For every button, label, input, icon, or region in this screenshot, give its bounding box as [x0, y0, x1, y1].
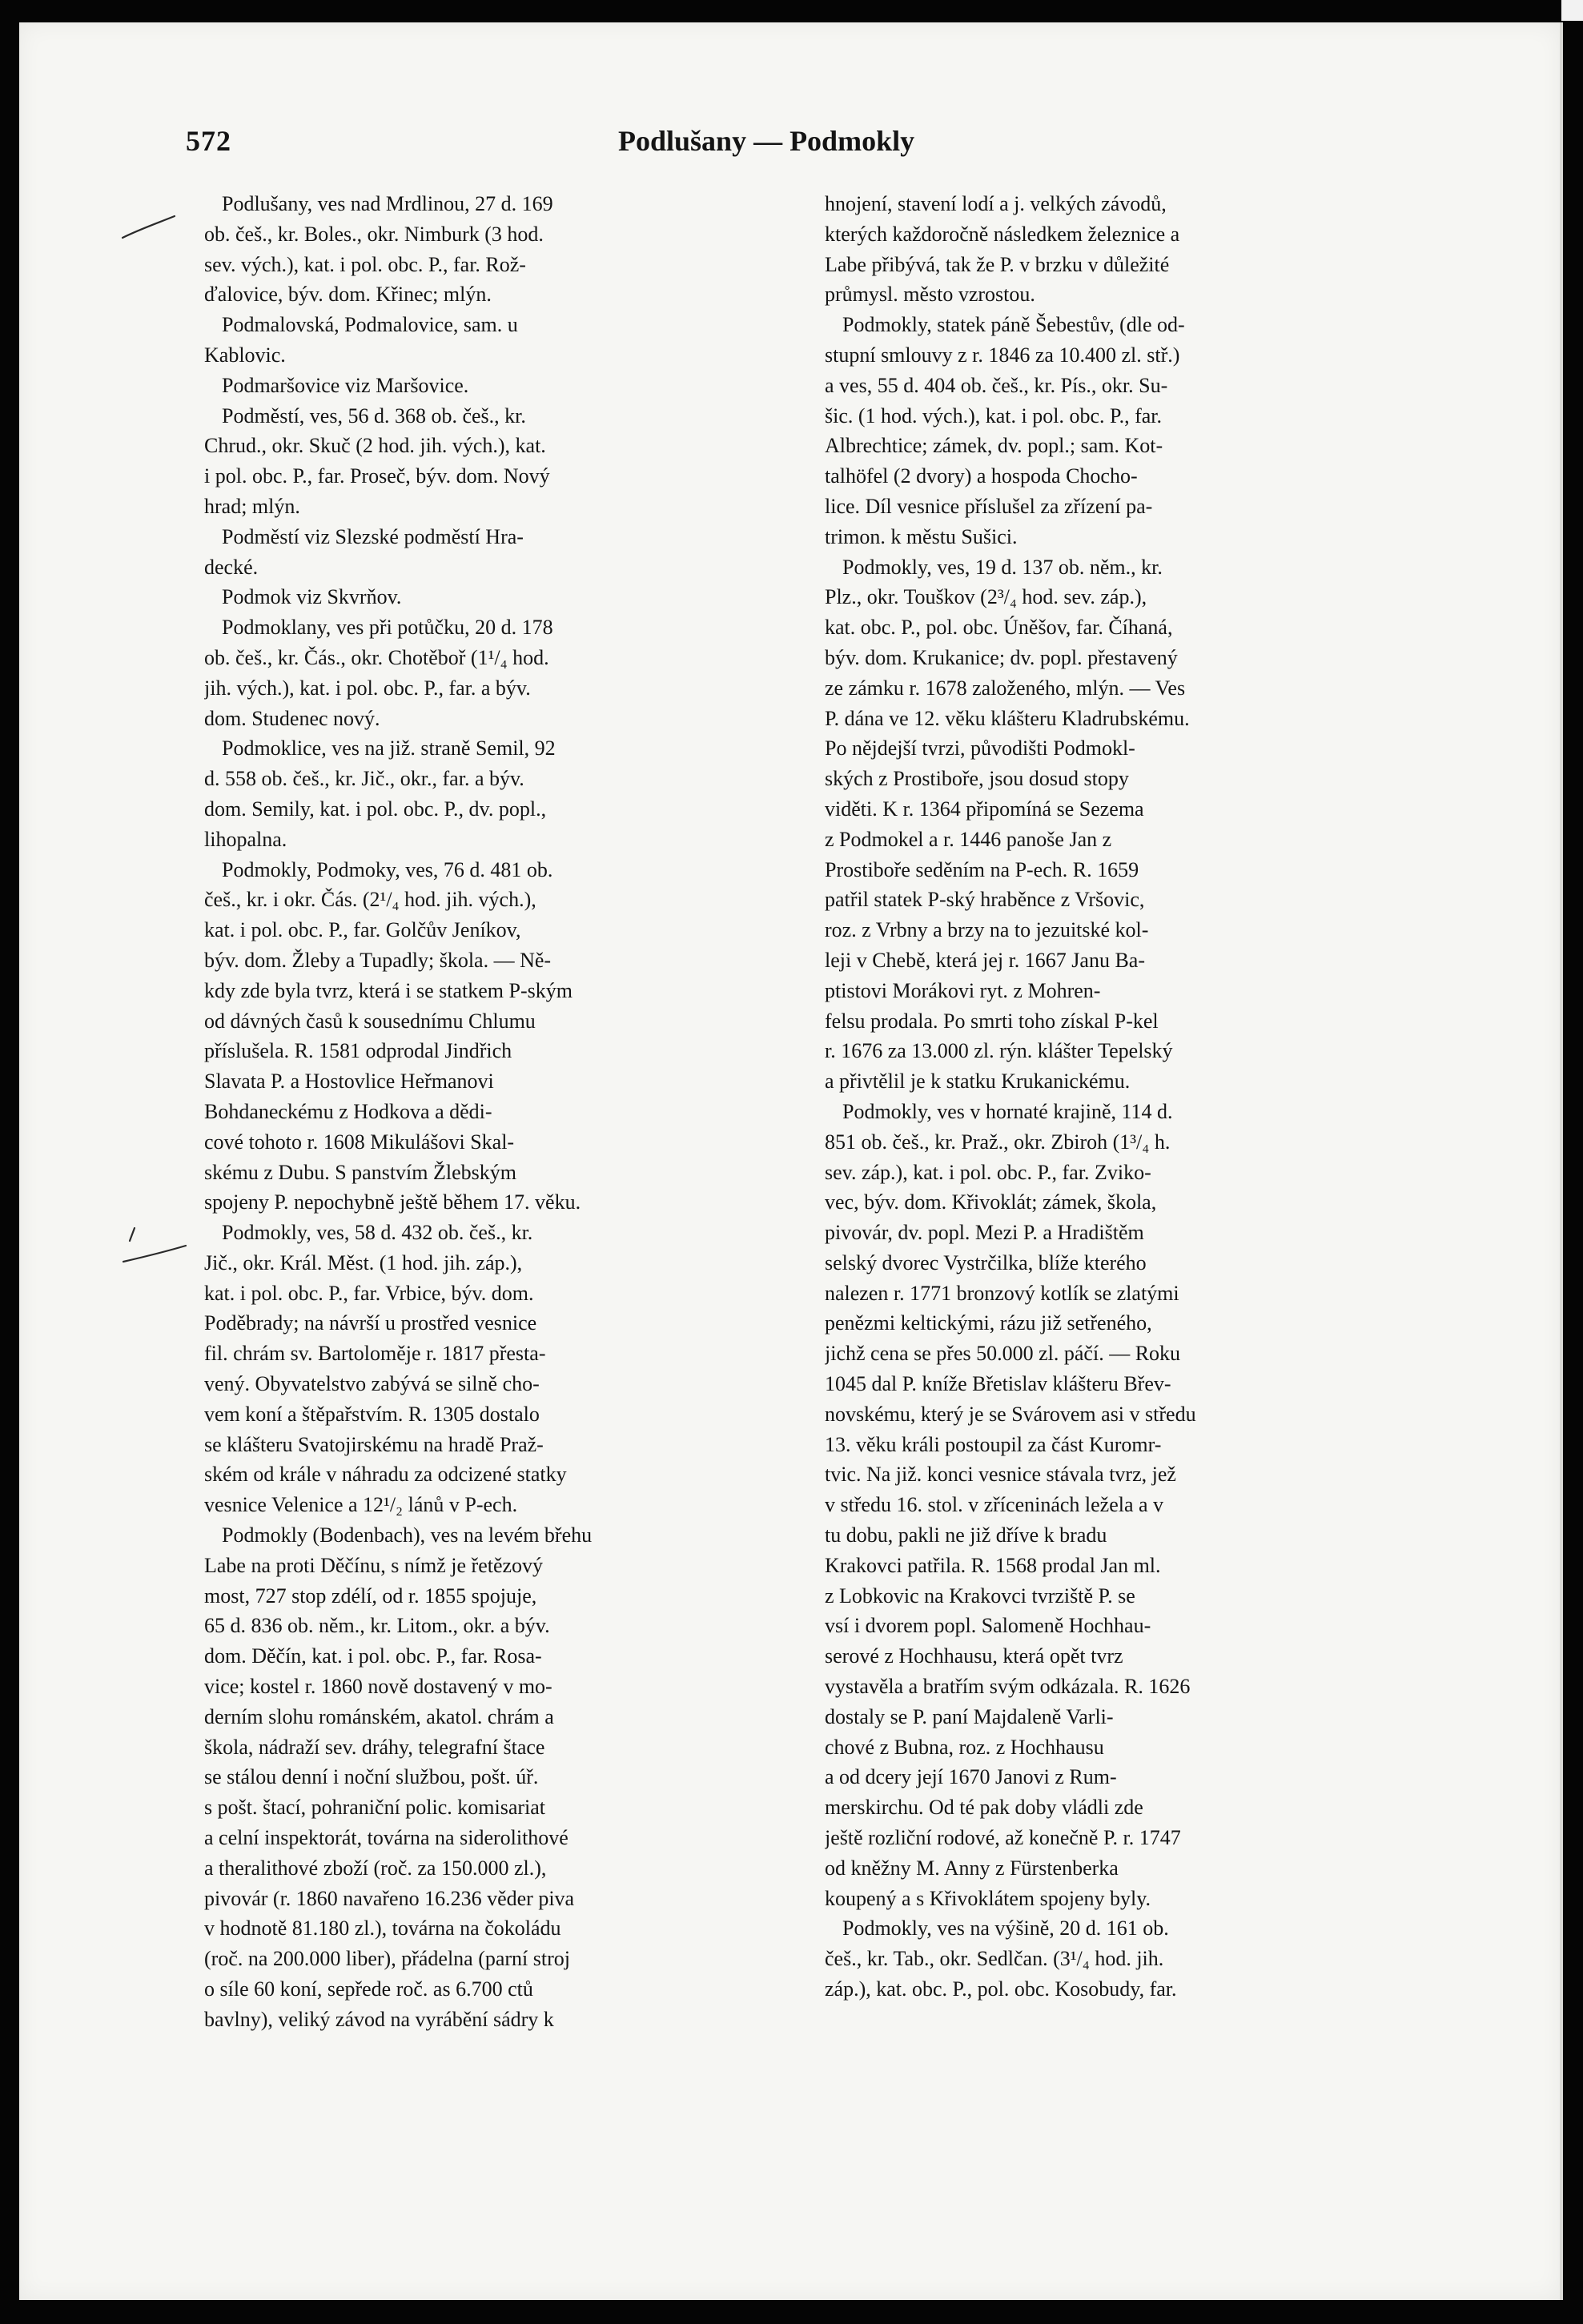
text-line: merskirchu. Od té pak doby vládli zde — [825, 1796, 1143, 1820]
text-line: se stálou denní i noční službou, pošt. úř. — [204, 1765, 539, 1789]
text-line: cové tohoto r. 1608 Mikulášovi Skal- — [204, 1130, 515, 1154]
text-line: škola, nádraží sev. dráhy, telegrafní štace — [204, 1735, 545, 1759]
text-line: Slavata P. a Hostovlice Heřmanovi — [204, 1070, 494, 1094]
text-line: stupní smlouvy z r. 1846 za 10.400 zl. stř.) — [825, 343, 1180, 367]
text-line: ob. češ., kr. Boles., okr. Nimburk (3 hod. — [204, 222, 544, 246]
text-line: (roč. na 200.000 liber), přádelna (parní stroj — [204, 1947, 571, 1971]
text-line: Po nějdejší tvrzi, původišti Podmokl- — [825, 737, 1135, 761]
text-line: felsu prodala. Po smrti toho získal P-kel — [825, 1009, 1159, 1033]
text-line: decké. — [204, 555, 259, 579]
text-line: jih. vých.), kat. i pol. obc. P., far. a býv. — [204, 676, 531, 700]
text-line: češ., kr. Tab., okr. Sedlčan. (3¹/₄ hod. jih. — [825, 1947, 1164, 1971]
text-line: Podmoklice, ves na již. straně Semil, 92 — [222, 737, 556, 761]
text-line: Krakovci patřila. R. 1568 prodal Jan ml. — [825, 1553, 1161, 1577]
text-line: od kněžny M. Anny z Fürstenberka — [825, 1856, 1119, 1880]
text-line: češ., kr. i okr. Čás. (2¹/₄ hod. jih. vých.), — [204, 888, 536, 912]
text-line: Podmoklany, ves při potůčku, 20 d. 178 — [222, 616, 553, 640]
text-line: skému z Dubu. S panstvím Žlebským — [204, 1160, 516, 1184]
text-line: fil. chrám sv. Bartoloměje r. 1817 přesta- — [204, 1342, 546, 1366]
text-line: Podlušany, ves nad Mrdlinou, 27 d. 169 — [222, 192, 553, 215]
text-line: ze zámku r. 1678 založeného, mlýn. — Ves — [825, 676, 1186, 700]
text-line: v středu 16. stol. v zříceninách ležela a v — [825, 1493, 1164, 1517]
text-line: hrad; mlýn. — [204, 494, 300, 518]
text-line: r. 1676 za 13.000 zl. rýn. klášter Tepelský — [825, 1039, 1173, 1063]
text-line: ském od krále v náhradu za odcizené statky — [204, 1463, 567, 1487]
text-line: ptistovi Morákovi ryt. z Mohren- — [825, 978, 1101, 1002]
text-line: spojeny P. nepochybně ještě během 17. věku. — [204, 1190, 581, 1214]
text-line: tvic. Na již. konci vesnice stávala tvrz, jež — [825, 1463, 1176, 1487]
text-line: kat. obc. P., pol. obc. Úněšov, far. Číhaná, — [825, 616, 1173, 640]
text-line: kat. i pol. obc. P., far. Vrbice, býv. dom. — [204, 1281, 534, 1305]
text-line: Bohdaneckému z Hodkova a dědi- — [204, 1099, 492, 1123]
text-line: Kablovic. — [204, 343, 286, 367]
text-line: i pol. obc. P., far. Proseč, býv. dom. Nový — [204, 464, 550, 488]
text-line: d. 558 ob. češ., kr. Jič., okr., far. a býv. — [204, 767, 524, 791]
text-line: vem koní a štěpařstvím. R. 1305 dostalo — [204, 1402, 540, 1426]
text-line: záp.), kat. obc. P., pol. obc. Kosobudy, far. — [825, 1977, 1177, 2001]
text-line: roz. z Vrbny a brzy na to jezuitské kol- — [825, 918, 1149, 942]
text-line: příslušela. R. 1581 odprodal Jindřich — [204, 1039, 512, 1063]
text-line: vený. Obyvatelstvo zabývá se silně cho- — [204, 1372, 540, 1396]
text-line: s pošt. štací, pohraniční polic. komisariat — [204, 1796, 546, 1820]
text-line: šic. (1 hod. vých.), kat. i pol. obc. P., far. — [825, 403, 1162, 427]
text-line: sev. vých.), kat. i pol. obc. P., far. Rož- — [204, 252, 526, 276]
text-line: Podměstí, ves, 56 d. 368 ob. češ., kr. — [222, 403, 526, 427]
text-line: most, 727 stop zdélí, od r. 1855 spojuje, — [204, 1583, 537, 1608]
text-line: pivovár (r. 1860 navařeno 16.236 věder piva — [204, 1886, 575, 1910]
text-line: viděti. K r. 1364 připomíná se Sezema — [825, 797, 1144, 821]
text-line: vec, býv. dom. Křivoklát; zámek, škola, — [825, 1190, 1157, 1214]
page-header — [186, 124, 1403, 172]
left-column — [204, 189, 813, 2035]
text-line: Poděbrady; na návrší u prostřed vesnice — [204, 1311, 537, 1335]
text-line: Podmokly, statek páně Šebestův, (dle od- — [842, 313, 1185, 337]
text-line: býv. dom. Krukanice; dv. popl. přestavený — [825, 645, 1178, 669]
text-line: z Podmokel a r. 1446 panoše Jan z — [825, 827, 1112, 851]
page-edge — [1560, 22, 1563, 2300]
text-line: Podmok viz Skvrňov. — [222, 585, 402, 609]
text-line: trimon. k městu Sušici. — [825, 524, 1018, 548]
text-line: sev. záp.), kat. i pol. obc. P., far. Zviko- — [825, 1160, 1151, 1184]
text-line: Plz., okr. Touškov (2³/₄ hod. sev. záp.), — [825, 585, 1147, 609]
text-line: talhöfel (2 dvory) a hospoda Chocho- — [825, 464, 1138, 488]
text-line: Podmokly, ves, 58 d. 432 ob. češ., kr. — [222, 1221, 533, 1245]
text-line: Podmokly (Bodenbach), ves na levém břehu — [222, 1523, 593, 1547]
text-line: dom. Studenec nový. — [204, 706, 380, 730]
text-line: ďalovice, býv. dom. Křinec; mlýn. — [204, 283, 492, 307]
text-line: se klášteru Svatojirskému na hradě Praž- — [204, 1432, 544, 1456]
text-line: Podmalovská, Podmalovice, sam. u — [222, 313, 518, 337]
text-line: a ves, 55 d. 404 ob. češ., kr. Pís., okr. Su- — [825, 373, 1168, 397]
text-line: od dávných časů k sousednímu Chlumu — [204, 1009, 536, 1033]
text-line: Podmaršovice viz Maršovice. — [222, 373, 469, 397]
text-line: Podmokly, ves v hornaté krajině, 114 d. — [842, 1099, 1173, 1123]
text-line: a theralithové zboží (roč. za 150.000 zl.), — [204, 1856, 547, 1880]
text-line: Podmokly, Podmoky, ves, 76 d. 481 ob. — [222, 857, 553, 881]
text-line: Podmokly, ves na výšině, 20 d. 161 ob. — [842, 1917, 1169, 1941]
text-line: býv. dom. Žleby a Tupadly; škola. — Ně- — [204, 948, 552, 972]
text-line: vsí i dvorem popl. Salomeně Hochhau- — [825, 1614, 1151, 1638]
text-line: koupený a s Křivoklátem spojeny byly. — [825, 1886, 1151, 1910]
text-line: Prostiboře seděním na P-ech. R. 1659 — [825, 857, 1139, 881]
text-line: Labe na proti Děčínu, s nímž je řetězový — [204, 1553, 544, 1577]
text-line: kterých každoročně následkem železnice a — [825, 222, 1180, 246]
text-line: a celní inspektorát, továrna na siderolithové — [204, 1826, 569, 1850]
text-line: 13. věku králi postoupil za část Kuromr- — [825, 1432, 1162, 1456]
right-column — [825, 189, 1419, 2005]
corner-mark — [1561, 0, 1583, 21]
text-line: lice. Díl vesnice příslušel za zřízení pa- — [825, 494, 1153, 518]
text-line: v hodnotě 81.180 zl.), továrna na čokoládu — [204, 1917, 561, 1941]
text-line: dom. Děčín, kat. i pol. obc. P., far. Rosa- — [204, 1644, 542, 1668]
text-line: 1045 dal P. kníže Břetislav klášteru Břev- — [825, 1372, 1171, 1396]
text-line: Podměstí viz Slezské podměstí Hra- — [222, 524, 524, 548]
text-line: serové z Hochhausu, která opět tvrz — [825, 1644, 1123, 1668]
text-line: 65 d. 836 ob. něm., kr. Litom., okr. a býv. — [204, 1614, 550, 1638]
text-line: ských z Prostiboře, jsou dosud stopy — [825, 767, 1129, 791]
text-line: derním slohu románském, akatol. chrám a — [204, 1704, 554, 1728]
text-line: patřil statek P-ský hraběnce z Vršovic, — [825, 888, 1145, 912]
text-line: o síle 60 koní, sepřede roč. as 6.700 ctů — [204, 1977, 533, 2001]
text-line: hnojení, stavení lodí a j. velkých závodů, — [825, 192, 1167, 215]
text-line: kat. i pol. obc. P., far. Golčův Jeníkov, — [204, 918, 521, 942]
text-line: P. dána ve 12. věku klášteru Kladrubskému. — [825, 706, 1190, 730]
text-line: ob. češ., kr. Čás., okr. Chotěboř (1¹/₄ hod. — [204, 645, 549, 669]
text-line: 851 ob. češ., kr. Praž., okr. Zbiroh (1³/₄ h. — [825, 1130, 1171, 1154]
text-line: lihopalna. — [204, 827, 287, 851]
pencil-mark-icon — [119, 210, 183, 250]
text-line: leji v Chebě, která jej r. 1667 Janu Ba- — [825, 948, 1146, 972]
text-line: Chrud., okr. Skuč (2 hod. jih. vých.), kat. — [204, 434, 546, 458]
page-number: 572 — [186, 125, 231, 157]
text-line: z Lobkovic na Krakovci tvrziště P. se — [825, 1583, 1135, 1608]
text-line: bavlny), veliký závod na vyrábění sádry k — [204, 2007, 554, 2031]
text-line: vystavěla a bratřím svým odkázala. R. 1626 — [825, 1675, 1191, 1699]
text-line: penězmi keltickými, rázu již setřeného, — [825, 1311, 1152, 1335]
text-line: chové z Bubna, roz. z Hochhausu — [825, 1735, 1104, 1759]
text-line: selský dvorec Vystrčilka, blíže kterého — [825, 1250, 1147, 1274]
text-line: a přivtělil je k statku Krukanickému. — [825, 1070, 1131, 1094]
text-line: nalezen r. 1771 bronzový kotlík se zlatými — [825, 1281, 1179, 1305]
text-line: novskému, který je se Svárovem asi v středu — [825, 1402, 1196, 1426]
text-line: tu dobu, pakli ne již dříve k bradu — [825, 1523, 1107, 1547]
text-line: Labe přibývá, tak že P. v brzku v důležité — [825, 252, 1170, 276]
text-line: vice; kostel r. 1860 nově dostavený v mo- — [204, 1675, 552, 1699]
text-line: pivovár, dv. popl. Mezi P. a Hradištěm — [825, 1221, 1144, 1245]
pencil-mark-icon — [120, 1223, 192, 1271]
text-line: průmysl. město vzrostou. — [825, 283, 1035, 307]
text-line: ještě rozliční rodové, až konečně P. r. 1747 — [825, 1826, 1181, 1850]
text-line: Jič., okr. Král. Měst. (1 hod. jih. záp.), — [204, 1250, 523, 1274]
text-line: Albrechtice; zámek, dv. popl.; sam. Kot- — [825, 434, 1163, 458]
text-line: Podmokly, ves, 19 d. 137 ob. něm., kr. — [842, 555, 1163, 579]
running-head: Podlušany — Podmokly — [618, 125, 915, 157]
text-line: kdy zde byla tvrz, která i se statkem P-ským — [204, 978, 573, 1002]
text-line: dostaly se P. paní Majdaleně Varli- — [825, 1704, 1114, 1728]
text-line: dom. Semily, kat. i pol. obc. P., dv. popl., — [204, 797, 547, 821]
text-line: vesnice Velenice a 12¹/₂ lánů v P-ech. — [204, 1493, 518, 1517]
text-line: jichž cena se přes 50.000 zl. páčí. — Roku — [825, 1342, 1181, 1366]
text-line: a od dcery její 1670 Janovi z Rum- — [825, 1765, 1117, 1789]
